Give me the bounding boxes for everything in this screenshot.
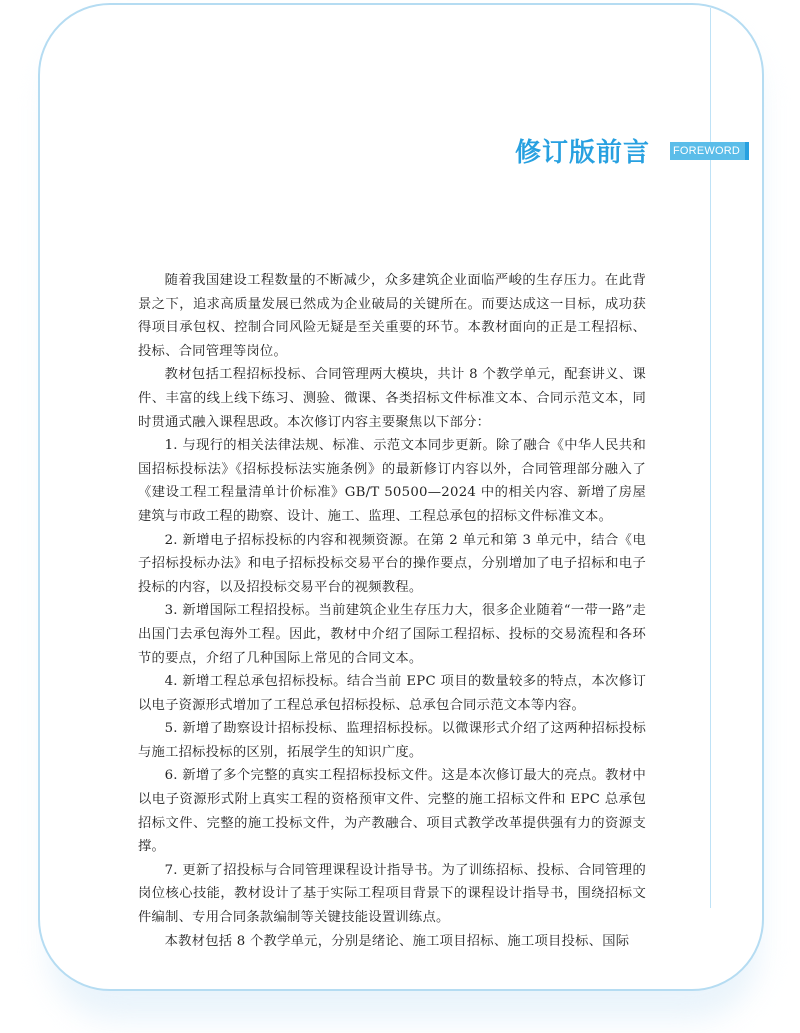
paragraph: 3. 新增国际工程招投标。当前建筑企业生存压力大，很多企业随着“一带一路”走出国门去承包海外工程。因此，教材中介绍了国际工程招标、投标的交易流程和各环节的要点，介绍了几种国际上常见的合同文本。 — [138, 603, 646, 666]
foreword-body — [138, 269, 646, 949]
page-title: 修订版前言 — [514, 138, 650, 168]
paragraph: 本教材包括 8 个教学单元，分别是绪论、施工项目招标、施工项目投标、国际 — [164, 933, 630, 949]
heading-row — [100, 130, 750, 170]
paragraph: 1. 与现行的相关法律法规、标准、示范文本同步更新。除了融合《中华人民共和国招标投标法》《招标投标法实施条例》的最新修订内容以外，合同管理部分融入了《建设工程工程量清单计价标准》GB/T 50500—2024 中的相关内容、新增了房屋建筑与市政工程的勘察、设计、施工、监理、工程总承包的招标文件标准文本。 — [138, 438, 646, 524]
paragraph: 5. 新增了勘察设计招标投标、监理招标投标。以微课形式介绍了这两种招标投标与施工招标投标的区别，拓展学生的知识广度。 — [138, 721, 646, 760]
foreword-badge: FOREWORD — [670, 142, 749, 160]
paragraph: 随着我国建设工程数量的不断减少，众多建筑企业面临严峻的生存压力。在此背景之下，追求高质量发展已然成为企业破局的关键所在。而要达成这一目标，成功获得项目承包权、控制合同风险无疑是至关重要的环节。本教材面向的正是工程招标、投标、合同管理等岗位。 — [138, 273, 646, 359]
paragraph: 6. 新增了多个完整的真实工程招标投标文件。这是本次修订最大的亮点。教材中以电子资源形式附上真实工程的资格预审文件、完整的施工招标文件和 EPC 总承包招标文件、完整的施工投标文件，为产教融合、项目式教学改革提供强有力的资源支撑。 — [138, 768, 646, 855]
paragraph: 4. 新增工程总承包招标投标。结合当前 EPC 项目的数量较多的特点，本次修订以电子资源形式增加了工程总承包招标投标、总承包合同示范文本等内容。 — [138, 674, 646, 713]
paragraph: 教材包括工程招标投标、合同管理两大模块，共计 8 个教学单元，配套讲义、课件、丰富的线上线下练习、测验、微课、各类招标文件标准文本、合同示范文本，同时贯通式融入课程思政。本次修订内容主要聚焦以下部分： — [138, 367, 646, 430]
paragraph: 2. 新增电子招标投标的内容和视频资源。在第 2 单元和第 3 单元中，结合《电子招标投标办法》和电子招标投标交易平台的操作要点，分别增加了电子招标和电子投标的内容，以及招投标交易平台的视频教程。 — [138, 532, 646, 595]
paragraph: 7. 更新了招投标与合同管理课程设计指导书。为了训练招标、投标、合同管理的岗位核心技能，教材设计了基于实际工程项目背景下的课程设计指导书，围绕招标文件编制、专用合同条款编制等关键技能设置训练点。 — [138, 862, 646, 926]
